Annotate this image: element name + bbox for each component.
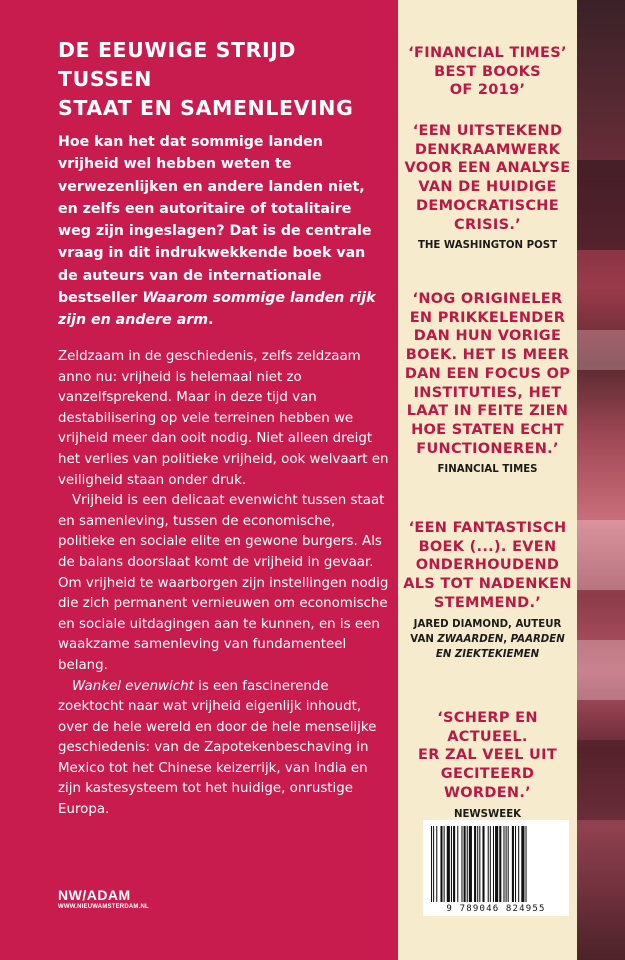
barcode-bar	[440, 826, 442, 902]
quote-line: LAAT IN FEITE ZIEN	[406, 403, 569, 420]
quote-line: FUNCTIONEREN.’	[416, 440, 559, 457]
publisher-url: WWW.NIEUWAMSTERDAM.NL	[58, 904, 149, 910]
quote-line: HOE STATEN ECHT	[411, 421, 564, 438]
quote-line: ‘NOG ORIGINELER	[412, 291, 563, 307]
barcode-bar	[444, 826, 445, 902]
barcode-bar	[457, 826, 458, 902]
barcode-bar	[512, 826, 514, 902]
body-paragraph-1: Zeldzaam in de geschiedenis, zelfs zeldzaam anno nu: vrijheid is helemaal niet zo vanzelfsprekend. Maar in deze tijd van destabilisering op vele terreinen hebben we vrijheid meer dan ooit nodig. Niet alleen dreigt het verlies van politieke vrijheid, ook welvaart en veiligheid staan onder druk.	[58, 349, 389, 488]
barcode-bar	[447, 826, 450, 902]
quote-line: ER ZAL VEEL UIT	[417, 747, 558, 764]
quote-line: VAN DE HUIDIGE	[418, 179, 557, 196]
quote-source-line: JARED DIAMOND, AUTEUR	[413, 618, 562, 630]
quote-source-title: ZWAARDEN	[437, 633, 504, 645]
lead-paragraph	[58, 131, 388, 332]
body-text	[58, 347, 392, 821]
photo-sign	[577, 520, 625, 590]
quote-line: ALS TOT NADENKEN	[403, 576, 572, 593]
photo-sign	[577, 640, 625, 700]
headline-line-2: STAAT EN SAMENLEVING	[58, 96, 354, 120]
barcode-bar	[521, 826, 524, 902]
barcode-bar	[433, 826, 434, 902]
barcode-bar	[464, 826, 466, 902]
barcode-bar	[499, 826, 501, 902]
quote-line: DEMOCRATISCHE	[416, 197, 559, 214]
accolade-line: ‘FINANCIAL TIMES’	[408, 45, 567, 61]
body-paragraph-3-text: is een fascinerende zoektocht naar wat vrijheid eigenlijk inhoudt, over de hele wereld en door de hele menselijke geschiedenis: van de Zapotekenbeschaving in Mexico tot het Chinese keizerrijk, van India en zijn kastesysteem tot het huidige, onrustige Europa.	[58, 678, 377, 818]
barcode-bar	[461, 826, 462, 902]
quote-line: GECITEERD WORDEN.’	[440, 766, 535, 801]
quote-line: VOOR EEN ANALYSE	[404, 160, 571, 177]
headline	[58, 36, 388, 123]
quote-line: STEMMEND.’	[433, 594, 542, 611]
quote-source: FINANCIAL TIMES	[437, 464, 538, 476]
barcode-bar	[469, 826, 472, 902]
photo-shadow	[577, 740, 625, 820]
accolade-line: BEST BOOKS	[434, 63, 541, 80]
barcode-bar	[474, 826, 476, 902]
quote-text	[398, 122, 577, 234]
barcode-bar	[451, 826, 452, 902]
lead-book-title: Waarom sommige landen rijk zijn en andere arm	[58, 290, 376, 329]
review-quote-1	[398, 122, 577, 253]
publisher-logo	[58, 888, 149, 911]
barcode-bars	[423, 820, 569, 902]
barcode-bar	[431, 826, 432, 902]
barcode-bar	[515, 826, 516, 902]
quote-line: EN PRIKKELENDER	[409, 309, 566, 326]
quote-line: ONDERHOUDEND	[415, 557, 560, 574]
photo-shadow	[577, 160, 625, 250]
quote-source: NEWSWEEK	[453, 808, 522, 820]
publisher-logo-text: NW/ADAM	[58, 887, 131, 903]
barcode-bar	[490, 826, 491, 902]
quote-source-part: ,	[503, 633, 511, 645]
barcode-bar	[482, 826, 484, 902]
quote-source-title: PAARDEN	[510, 633, 565, 645]
quote-text	[398, 709, 577, 803]
isbn-number: 9 789046 824955	[446, 904, 546, 914]
quote-line: ‘EEN FANTASTISCH	[408, 520, 567, 536]
quote-line: INSTITUTIES, HET	[413, 384, 562, 401]
review-quote-2	[398, 290, 577, 477]
barcode-bar	[436, 826, 437, 902]
quote-line: BOEK (...). EVEN	[418, 538, 557, 555]
barcode	[423, 820, 569, 916]
quote-line: BOEK. HET IS MEER	[405, 347, 570, 364]
barcode-bar	[488, 826, 489, 902]
barcode-bar	[518, 826, 519, 902]
accolade	[398, 44, 577, 100]
barcode-bar	[503, 826, 504, 902]
quote-text	[398, 519, 577, 613]
body-paragraph-2: Vrijheid is een delicaat evenwicht tussen staat en samenleving, tussen de economische, politieke en sociale elite en gewone burgers. Als de balans doorslaat komt de vrijheid in gevaar. Om vrijheid te waarborgen zijn instellingen nodig die zich permanent vernieuwen om economische en sociale uitdagingen aan te kunnen, en is een waakzame samenleving van fundamenteel belang.	[58, 493, 389, 673]
barcode-bar	[495, 826, 498, 902]
barcode-bar	[506, 826, 507, 902]
accolade-line: OF 2019’	[449, 82, 526, 99]
accolade-text	[398, 44, 577, 100]
quote-line: DAN HUN VORIGE	[413, 328, 562, 345]
quote-line: CRISIS.’	[454, 216, 521, 233]
lead-end: .	[208, 312, 214, 329]
barcode-bar	[453, 826, 455, 902]
quote-text	[398, 290, 577, 458]
barcode-bar	[493, 826, 494, 902]
quote-source: THE WASHINGTON POST	[417, 240, 558, 252]
barcode-bar	[508, 826, 509, 902]
body-paragraph-3	[58, 677, 392, 821]
protest-photo-strip	[577, 0, 625, 960]
review-quote-4	[398, 709, 577, 822]
quote-line: DAN EEN FOCUS OP	[404, 365, 571, 382]
quote-line: ‘SCHERP EN ACTUEEL.	[437, 710, 538, 745]
quote-line: DENKRAAMWERK	[414, 141, 561, 158]
quote-source-part: VAN	[410, 633, 438, 645]
quote-source-title: EN ZIEKTEKIEMEN	[435, 648, 540, 660]
barcode-bar	[526, 826, 527, 902]
barcode-bar	[479, 826, 480, 902]
photo-sign	[577, 330, 625, 370]
quote-line: ‘EEN UITSTEKEND	[412, 123, 563, 139]
body-book-title: Wankel evenwicht	[72, 678, 194, 694]
barcode-bar	[467, 826, 468, 902]
headline-line-1: DE EEUWIGE STRIJD TUSSEN	[58, 38, 297, 91]
quote-source	[398, 617, 577, 662]
barcode-bar	[477, 826, 478, 902]
review-quote-3	[398, 519, 577, 662]
lead-text: Hoe kan het dat sommige landen vrijheid wel hebben weten te verwezenlijken en andere landen niet, en zelfs een autoritaire of totalitaire weg zijn ingeslagen? Dat is de centrale vraag in dit indrukwekkende boek van de auteurs van de internationale bestseller	[58, 134, 372, 307]
